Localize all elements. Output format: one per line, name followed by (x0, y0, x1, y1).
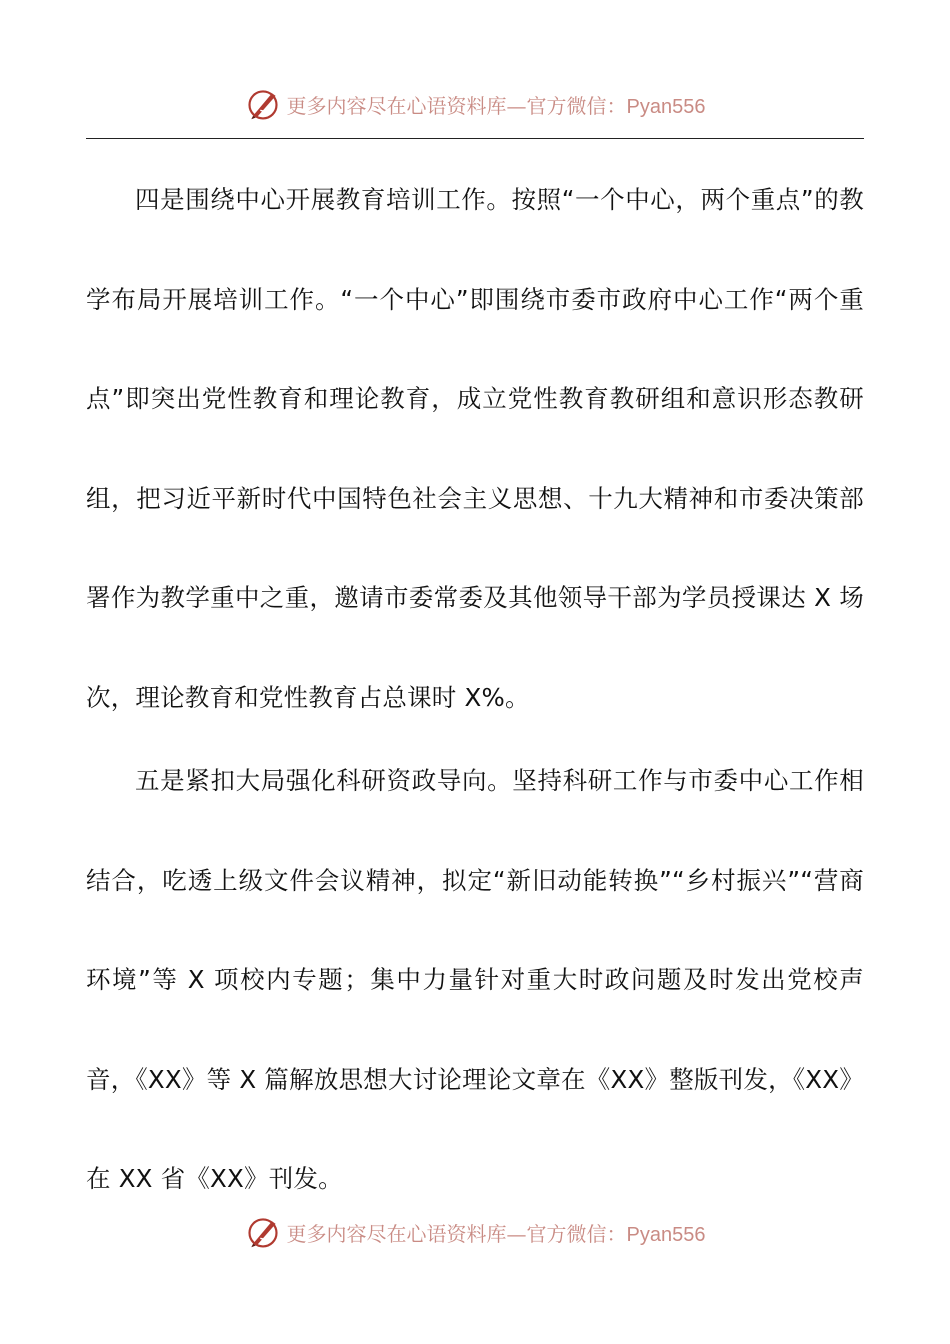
paragraph-4: 四是围绕中心开展教育培训工作。按照“一个中心，两个重点”的教学布局开展培训工作。“一个中心”即围绕市委市政府中心工作“两个重点”即突出党性教育和理论教育，成立党性教育教研组和意识形态教研组，把习近平新时代中国特色社会主义思想、十九大精神和市委决策部署作为教学重中之重，邀请市委常委及其他领导干部为学员授课达 X 场次，理论教育和党性教育占总课时 X%。 (86, 185, 864, 712)
watermark-text: 更多内容尽在心语资料库—官方微信：Pyan556 (286, 1221, 706, 1246)
footer-watermark (0, 1212, 950, 1252)
watermark-text: 更多内容尽在心语资料库—官方微信：Pyan556 (286, 93, 706, 118)
watermark-id: Pyan556 (626, 1223, 706, 1246)
header-watermark (0, 84, 950, 124)
pen-logo-icon (245, 86, 281, 122)
pen-logo-icon (245, 1214, 281, 1250)
watermark-id: Pyan556 (626, 95, 706, 118)
paragraph-5: 五是紧扣大局强化科研资政导向。坚持科研工作与市委中心工作相结合，吃透上级文件会议精神，拟定“新旧动能转换”“乡村振兴”“营商环境”等 X 项校内专题；集中力量针对重大时政问题及时发出党校声音，《XX》等 X 篇解放思想大讨论理论文章在《XX》整版刊发，《XX》在 XX 省《XX》刊发。 (86, 766, 864, 1193)
document-body (86, 150, 864, 1229)
header-rule (86, 138, 864, 139)
